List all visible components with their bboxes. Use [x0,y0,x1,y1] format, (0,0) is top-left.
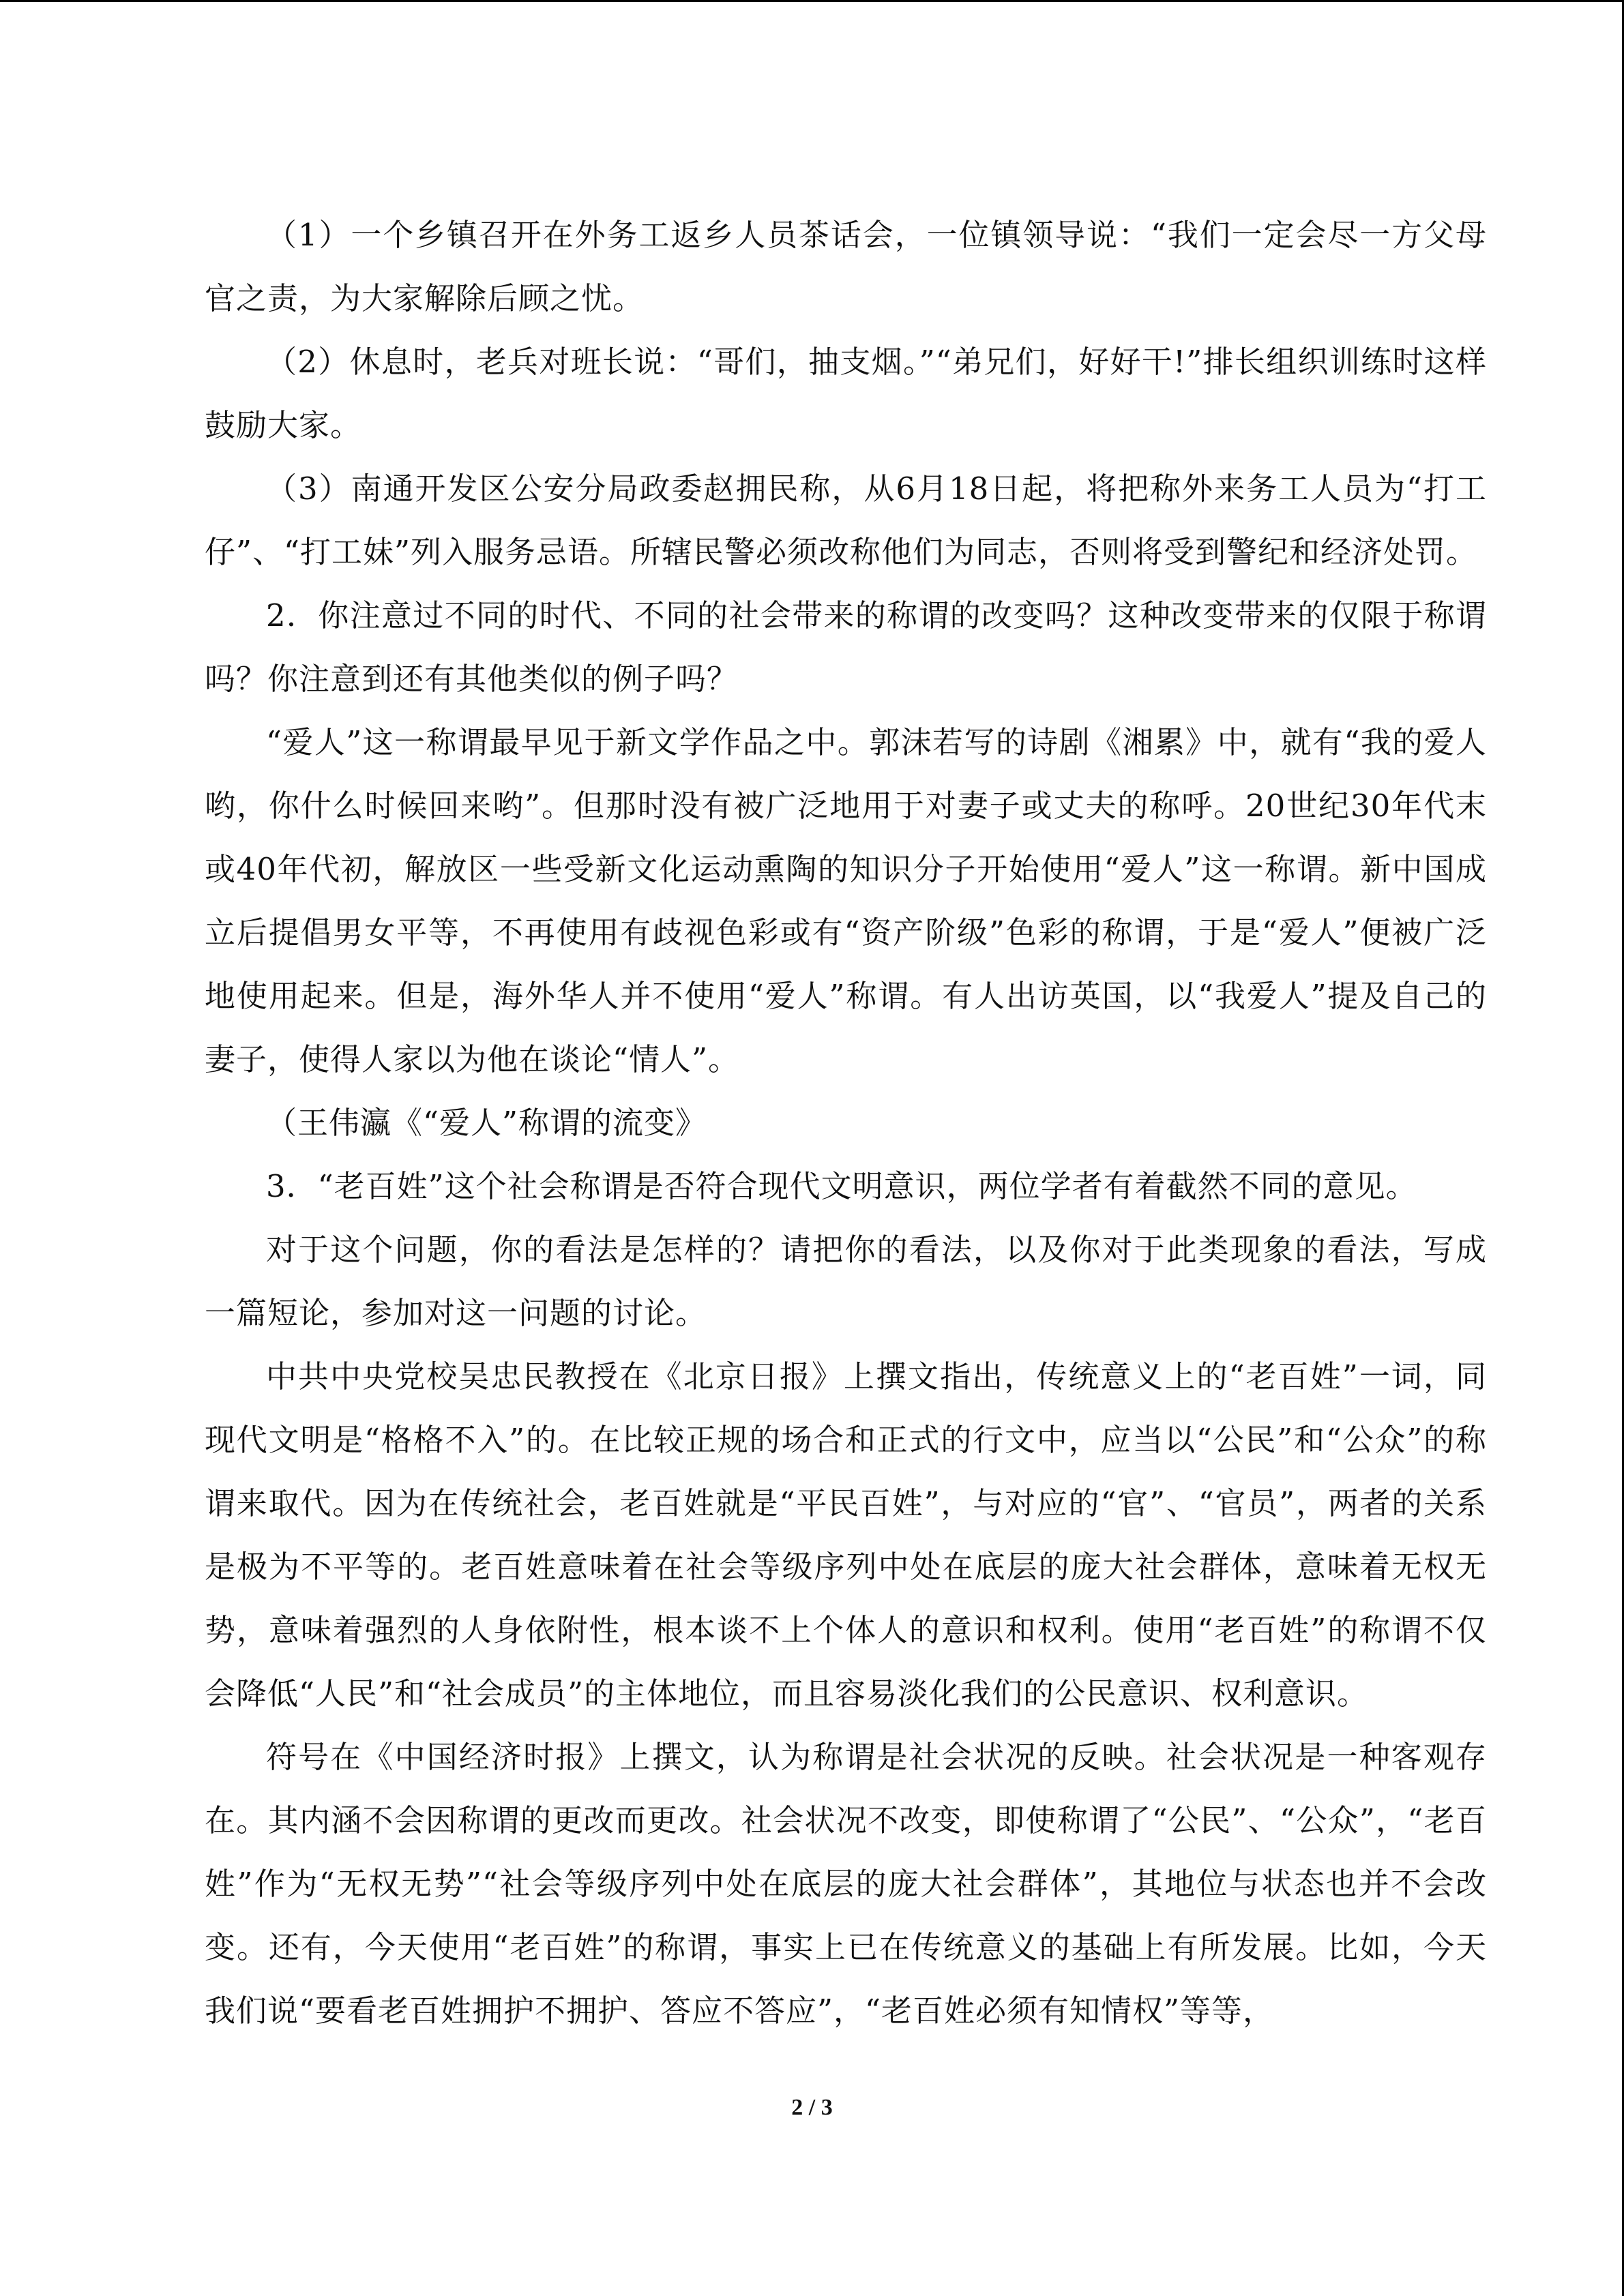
question-3-instructions: 对于这个问题，你的看法是怎样的？请把你的看法，以及你对于此类现象的看法，写成一篇短论，参加对这一问题的讨论。 [205,1232,1487,1331]
page-number: 2 / 3 [791,2095,833,2120]
page-border-top [0,0,1624,2]
question-3: 3．“老百姓”这个社会称谓是否符合现代文明意识，两位学者有着截然不同的意见。 [266,1168,1417,1204]
paragraph-example-1: （1）一个乡镇召开在外务工返乡人员茶话会，一位镇领导说：“我们一定会尽一方父母官之责，为大家解除后顾之忧。 [205,217,1487,316]
document-body [205,203,1487,2042]
paragraph-wu-zhongmin: 中共中央党校吴忠民教授在《北京日报》上撰文指出，传统意义上的“老百姓”一词，同现代文明是“格格不入”的。在比较正规的场合和正式的行文中，应当以“公民”和“公众”的称谓来取代。因为在传统社会，老百姓就是“平民百姓”，与对应的“官”、“官员”，两者的关系是极为不平等的。老百姓意味着在社会等级序列中处在底层的庞大社会群体，意味着无权无势，意味着强烈的人身依附性，根本谈不上个体人的意识和权利。使用“老百姓”的称谓不仅会降低“人民”和“社会成员”的主体地位，而且容易淡化我们的公民意识、权利意识。 [205,1358,1487,1712]
citation-wang-weiying: （王伟瀛《“爱人”称谓的流变》 [266,1105,707,1141]
paragraph-example-2: （2）休息时，老兵对班长说：“哥们，抽支烟。”“弟兄们，好好干!”排长组织训练时这样鼓励大家。 [205,344,1487,443]
paragraph-example-3: （3）南通开发区公安分局政委赵拥民称，从6月18日起，将把称外来务工人员为“打工仔”、“打工妹”列入服务忌语。所辖民警必须改称他们为同志，否则将受到警纪和经济处罚。 [205,471,1487,570]
paragraph-airen: “爱人”这一称谓最早见于新文学作品之中。郭沫若写的诗剧《湘累》中，就有“我的爱人哟，你什么时候回来哟”。但那时没有被广泛地用于对妻子或丈夫的称呼。20世纪30年代末或40年代初，解放区一些受新文化运动熏陶的知识分子开始使用“爱人”这一称谓。新中国成立后提倡男女平等，不再使用有歧视色彩或有“资产阶级”色彩的称谓，于是“爱人”便被广泛地使用起来。但是，海外华人并不使用“爱人”称谓。有人出访英国，以“我爱人”提及自己的妻子，使得人家以为他在谈论“情人”。 [205,724,1487,1077]
paragraph-fu-hao: 符号在《中国经济时报》上撰文，认为称谓是社会状况的反映。社会状况是一种客观存在。其内涵不会因称谓的更改而更改。社会状况不改变，即使称谓了“公民”、“公众”，“老百姓”作为“无权无势”“社会等级序列中处在底层的庞大社会群体”，其地位与状态也并不会改变。还有，今天使用“老百姓”的称谓，事实上已在传统意义的基础上有所发展。比如，今天我们说“要看老百姓拥护不拥护、答应不答应”，“老百姓必须有知情权”等等， [205,1739,1487,2029]
question-2: 2．你注意过不同的时代、不同的社会带来的称谓的改变吗？这种改变带来的仅限于称谓吗？你注意到还有其他类似的例子吗？ [205,597,1487,697]
